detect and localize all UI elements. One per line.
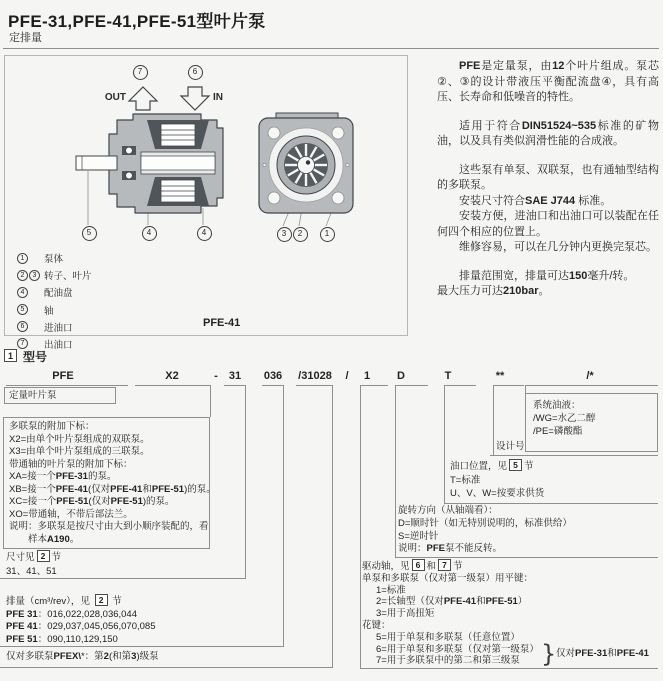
connector-line — [296, 385, 332, 386]
callout-2: 2 — [293, 227, 308, 242]
ann-line: 样本A190。 — [9, 533, 80, 545]
code-token: D — [397, 370, 405, 382]
code-token: ** — [495, 370, 505, 382]
section-number-box: 1 — [4, 349, 17, 362]
ann-line: 5=用于单泵和多联泵（任意位置） — [376, 631, 520, 643]
callout-7: 7 — [133, 65, 148, 80]
shaft-brace-note: 仅对PFE-31和PFE-41 — [556, 648, 649, 659]
connector-line — [332, 385, 333, 667]
ann-line: 旋转方向（从轴端看）： — [398, 505, 498, 516]
code-token: X2 — [165, 370, 179, 382]
connector-line — [493, 385, 524, 386]
ann-line: 排量（cm³/rev），见 2 节 — [6, 595, 122, 607]
code-token: 31 — [228, 370, 242, 382]
connector-line — [360, 668, 658, 669]
shaft-notes — [362, 559, 539, 667]
out-arrow-icon — [129, 87, 157, 110]
rotation-notes — [398, 505, 572, 556]
legend-row — [17, 285, 92, 299]
connector-line — [395, 557, 658, 558]
ann-line: U、V、W=按要求供货 — [450, 488, 545, 499]
ann-line: 油口位置，见 5 节 — [450, 460, 534, 472]
connector-line — [245, 385, 246, 578]
callout-4: 4 — [197, 226, 212, 241]
connector-line — [490, 455, 658, 456]
section-title: 型号 — [23, 350, 48, 364]
code-token: PFE — [52, 370, 74, 382]
code-token: 1 — [363, 370, 371, 382]
connector-line — [0, 667, 333, 668]
out-label: OUT — [104, 92, 126, 103]
ann-line: /PE=磷酸酯 — [533, 426, 583, 437]
legend-row — [17, 251, 92, 265]
ann-line: XO=带通轴，不带后部法兰。 — [9, 508, 133, 520]
legend-circled-numbers — [17, 304, 44, 315]
ann-line: 驱动轴，见 6 和 7 节 — [362, 560, 463, 572]
pump-end-view — [259, 113, 353, 213]
callout-6: 6 — [188, 65, 203, 80]
connector-line — [444, 385, 445, 503]
code-token: / — [345, 370, 349, 382]
connector-line — [0, 578, 246, 579]
design-number-label: 设计号 — [496, 441, 525, 452]
circled-number-icon: 4 — [17, 287, 28, 298]
connector-line — [360, 385, 388, 386]
ann-line: 7=用于多联泵中的第二和第三级泵 — [376, 655, 520, 667]
ann-line: 说明：PFE泵不能反转。 — [398, 543, 503, 555]
page-title: PFE-31,PFE-41,PFE-51型叶片泵 — [8, 12, 266, 31]
code-token: /31028 — [298, 370, 332, 382]
code-token: /* — [586, 370, 594, 382]
connector-line — [525, 385, 658, 386]
header-divider — [3, 48, 659, 49]
pfex-note: 仅对多联泵PFEX\*：第2(和第3)级泵 — [6, 651, 159, 662]
connector-line — [262, 385, 283, 386]
description-paragraph: 适用于符合DIN51524~535标准的矿物油，以及具有类似润滑性能的合成液。 — [437, 119, 659, 147]
legend-label: 进油口 — [44, 322, 73, 334]
circled-number-icon: 5 — [17, 304, 28, 315]
ann-line: 带通轴的叶片泵的附加下标： — [9, 458, 133, 470]
size-notes — [6, 550, 61, 578]
fluid-note-box — [525, 393, 658, 452]
legend-row — [17, 268, 92, 282]
parts-legend — [17, 251, 92, 354]
connector-line — [444, 503, 658, 504]
ann-line: /WG=水乙二醇 — [533, 413, 596, 424]
ann-line: 尺寸见 2 节 — [6, 551, 62, 563]
ann-line: X3=由单个叶片泵组成的三联泵。 — [9, 446, 150, 457]
ann-line: 多联泵的附加下标： — [9, 421, 95, 432]
ann-line: PFE 51：090,110,129,150 — [6, 633, 118, 645]
circled-number-icon: 6 — [17, 321, 28, 332]
ann-line: X2=由单个叶片泵组成的双联泵。 — [9, 433, 150, 445]
callout-4: 4 — [142, 226, 157, 241]
legend-row — [17, 303, 92, 317]
ann-line: 单泵和多联泵（仅对第一级泵）用平键： — [362, 572, 534, 584]
ann-line: 花键： — [362, 619, 391, 631]
connector-line — [210, 385, 211, 417]
code-token: T — [444, 370, 452, 382]
ann-line: 31、41、51 — [6, 565, 57, 577]
connector-line — [283, 385, 284, 646]
displacement-notes — [6, 594, 156, 646]
legend-row — [17, 320, 92, 334]
description-paragraph: 安装尺寸符合SAE J744 标准。 — [459, 194, 612, 207]
ann-line: PFE 41：029,037,045,056,070,085 — [6, 621, 156, 632]
x2-notes — [9, 421, 216, 546]
figure-panel — [4, 55, 408, 351]
connector-line — [395, 385, 396, 557]
circled-number-icon: 2 — [17, 270, 28, 281]
connector-line — [444, 385, 476, 386]
pfe-note-box — [4, 387, 116, 404]
legend-circled-numbers — [17, 270, 44, 281]
connector-line — [6, 385, 128, 386]
callout-1: 1 — [320, 227, 335, 242]
legend-label: 出油口 — [44, 339, 73, 351]
brace-glyph: } — [541, 640, 557, 668]
description-paragraph: 最大压力可达210bar。 — [437, 285, 550, 297]
fluid-notes — [533, 399, 596, 438]
ann-line: 3=用于高扭矩 — [376, 608, 435, 620]
x2-note-box — [3, 417, 216, 549]
ann-line: 2=长轴型（仅对PFE-41和PFE-51） — [376, 596, 528, 608]
pfe-note: 定量叶片泵 — [9, 390, 57, 401]
callout-3: 3 — [277, 227, 292, 242]
port-notes — [450, 459, 544, 501]
ann-line: D=顺时针（如无特别说明的，标准供给） — [398, 517, 572, 529]
connector-line — [360, 385, 361, 668]
circled-number-icon: 3 — [29, 270, 40, 281]
description-paragraph: 维修容易，可以在几分钟内更换完泵芯。 — [459, 241, 657, 253]
description-paragraph: 这些泵有单泵、双联泵，也有通轴型结构的多联泵。 — [437, 163, 659, 191]
connector-line — [493, 385, 494, 455]
connector-line — [395, 385, 428, 386]
description-column — [437, 59, 659, 300]
ann-line: S=逆时针 — [398, 530, 439, 542]
circled-number-icon: 1 — [17, 253, 28, 264]
ann-line: 1=标准 — [376, 584, 406, 596]
ann-line: T=标准 — [450, 474, 481, 486]
ann-line: 系统油液： — [533, 400, 581, 411]
connector-line — [525, 385, 526, 393]
legend-circled-numbers — [17, 287, 44, 298]
ann-line: 说明：多联泵是按尺寸由大到小顺序装配的，看 — [9, 521, 209, 532]
figure-caption: PFE-41 — [203, 317, 241, 329]
ann-line: XC=接一个PFE-51(仅对PFE-51)的泵。 — [9, 496, 175, 507]
in-label: IN — [213, 92, 223, 103]
ann-line: 6=用于单泵和多联泵（仅对第一级泵） — [376, 643, 539, 655]
code-token: - — [214, 370, 218, 382]
pump-cross-section — [76, 114, 223, 213]
legend-circled-numbers — [17, 253, 44, 264]
legend-label: 泵体 — [44, 254, 64, 265]
legend-label: 转子、叶片 — [44, 271, 92, 283]
circled-number-icon: 7 — [17, 338, 28, 349]
legend-circled-numbers — [17, 321, 44, 332]
description-paragraph: 排量范围宽，排量可达150毫升/转。 — [459, 269, 635, 282]
connector-line — [0, 646, 284, 647]
legend-label: 轴 — [44, 305, 54, 317]
description-paragraph: 安装方便，进油口和出油口可以装配在任何四个相应的位置上。 — [437, 210, 659, 238]
in-arrow-icon — [181, 87, 209, 110]
legend-label: 配油盘 — [44, 288, 73, 300]
ann-line: XA=接一个PFE-31的泵。 — [9, 471, 117, 482]
ann-line: PFE 31：016,022,028,036,044 — [6, 608, 137, 620]
connector-line — [224, 385, 245, 386]
page-subtitle: 定排量 — [9, 32, 42, 44]
ann-line: XB=接一个PFE-41(仅对PFE-41和PFE-51)的泵。 — [9, 483, 216, 495]
callout-5: 5 — [82, 226, 97, 241]
connector-line — [135, 385, 210, 386]
description-paragraph: PFE是定量泵，由12个叶片组成。泵芯②、③的设计带液压平衡配流盘④，具有高压、长寿命和低噪音的特性。 — [437, 60, 660, 103]
code-token: 036 — [263, 370, 283, 382]
